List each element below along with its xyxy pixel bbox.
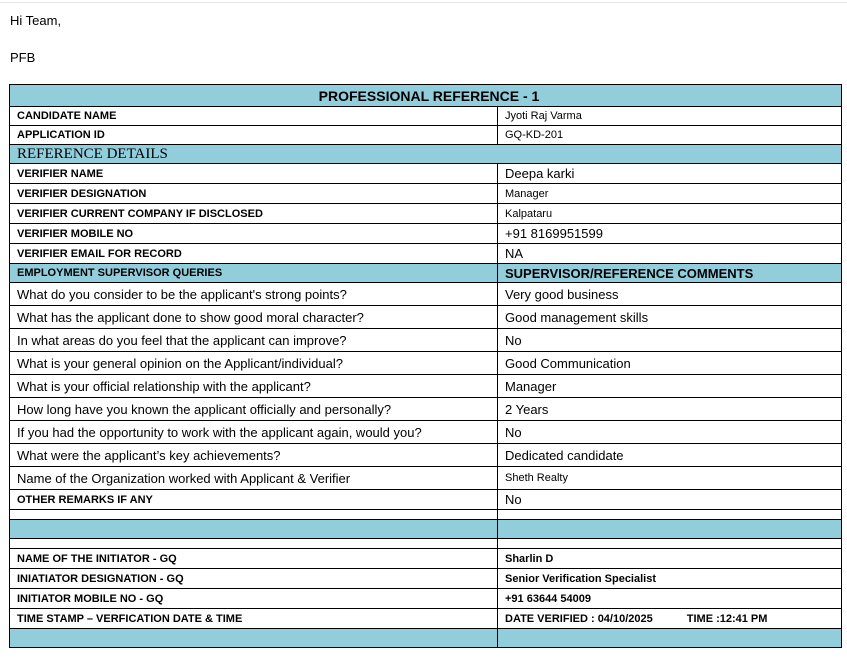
spacer-row [10,510,842,520]
table-row [10,549,842,569]
title-row [10,85,842,107]
table-row [10,421,842,444]
spacer-cell [10,510,498,520]
verifier-name-value: Deepa karki [498,164,842,184]
initiator-mobile-label: INITIATOR MOBILE NO - GQ [10,589,498,609]
verifier-email-value: NA [498,244,842,264]
table-row [10,398,842,421]
table-row [10,107,842,126]
table-row [10,224,842,244]
question-text: What were the applicant’s key achievements? [10,444,498,467]
footer-separator-row [10,629,842,648]
spacer-row [10,539,842,549]
initiator-designation-label: INIATIATOR DESIGNATION - GQ [10,569,498,589]
table-row [10,244,842,264]
answer-text: Good management skills [498,306,842,329]
table-row [10,329,842,352]
question-text: In what areas do you feel that the applicant can improve? [10,329,498,352]
verifier-designation-value: Manager [498,184,842,204]
other-remarks-label: OTHER REMARKS IF ANY [10,490,498,510]
answer-text: No [498,329,842,352]
answer-text: Very good business [498,283,842,306]
spacer-cell [498,539,842,549]
verifier-mobile-value: +91 8169951599 [498,224,842,244]
answer-text: Manager [498,375,842,398]
table-title: PROFESSIONAL REFERENCE - 1 [10,85,842,107]
table-row [10,375,842,398]
initiator-designation-value: Senior Verification Specialist [498,569,842,589]
answer-text: Good Communication [498,352,842,375]
verifier-name-label: VERIFIER NAME [10,164,498,184]
table-row [10,444,842,467]
spacer-cell [498,510,842,520]
verifier-mobile-label: VERIFIER MOBILE NO [10,224,498,244]
table-row [10,184,842,204]
table-row [10,589,842,609]
question-text: How long have you known the applicant officially and personally? [10,398,498,421]
question-text: Name of the Organization worked with Applicant & Verifier [10,467,498,490]
question-text: If you had the opportunity to work with the applicant again, would you? [10,421,498,444]
table-row [10,352,842,375]
verifier-email-label: VERIFIER EMAIL FOR RECORD [10,244,498,264]
separator-cell [498,629,842,648]
table-row [10,569,842,589]
table-row [10,164,842,184]
separator-cell [498,520,842,539]
application-id-value: GQ-KD-201 [498,126,842,145]
top-divider [0,2,847,3]
candidate-name-value: Jyoti Raj Varma [498,107,842,126]
timestamp-label: TIME STAMP – VERFICATION DATE & TIME [10,609,498,629]
table-row [10,467,842,490]
other-remarks-value: No [498,490,842,510]
table-row [10,283,842,306]
question-text: What has the applicant done to show good moral character? [10,306,498,329]
queries-header-left: EMPLOYMENT SUPERVISOR QUERIES [10,264,498,283]
verifier-company-label: VERIFIER CURRENT COMPANY IF DISCLOSED [10,204,498,224]
reference-section-heading: REFERENCE DETAILS [10,145,842,164]
answer-text: 2 Years [498,398,842,421]
date-verified: DATE VERIFIED : 04/10/2025 [505,612,653,625]
spacer-cell [10,539,498,549]
application-id-label: APPLICATION ID [10,126,498,145]
table-row [10,490,842,510]
verifier-company-value: Kalpataru [498,204,842,224]
queries-header-right: SUPERVISOR/REFERENCE COMMENTS [498,264,842,283]
verifier-designation-label: VERIFIER DESIGNATION [10,184,498,204]
table-row [10,126,842,145]
question-text: What do you consider to be the applicant's strong points? [10,283,498,306]
section-separator-row [10,520,842,539]
initiator-name-label: NAME OF THE INITIATOR - GQ [10,549,498,569]
answer-text: No [498,421,842,444]
initiator-name-value: Sharlin D [498,549,842,569]
question-text: What is your general opinion on the Applicant/individual? [10,352,498,375]
table-row [10,204,842,224]
time-verified: TIME :12:41 PM [686,612,768,625]
separator-cell [10,629,498,648]
answer-text: Dedicated candidate [498,444,842,467]
table-row [10,306,842,329]
professional-reference-table [9,84,842,648]
queries-header-row [10,264,842,283]
timestamp-value [498,609,842,629]
reference-section-row [10,145,842,164]
initiator-mobile-value: +91 63644 54009 [498,589,842,609]
answer-text: Sheth Realty [498,467,842,490]
candidate-name-label: CANDIDATE NAME [10,107,498,126]
separator-cell [10,520,498,539]
table-row [10,609,842,629]
question-text: What is your official relationship with the applicant? [10,375,498,398]
intro-text: PFB [10,50,36,65]
greeting-text: Hi Team, [10,13,62,28]
